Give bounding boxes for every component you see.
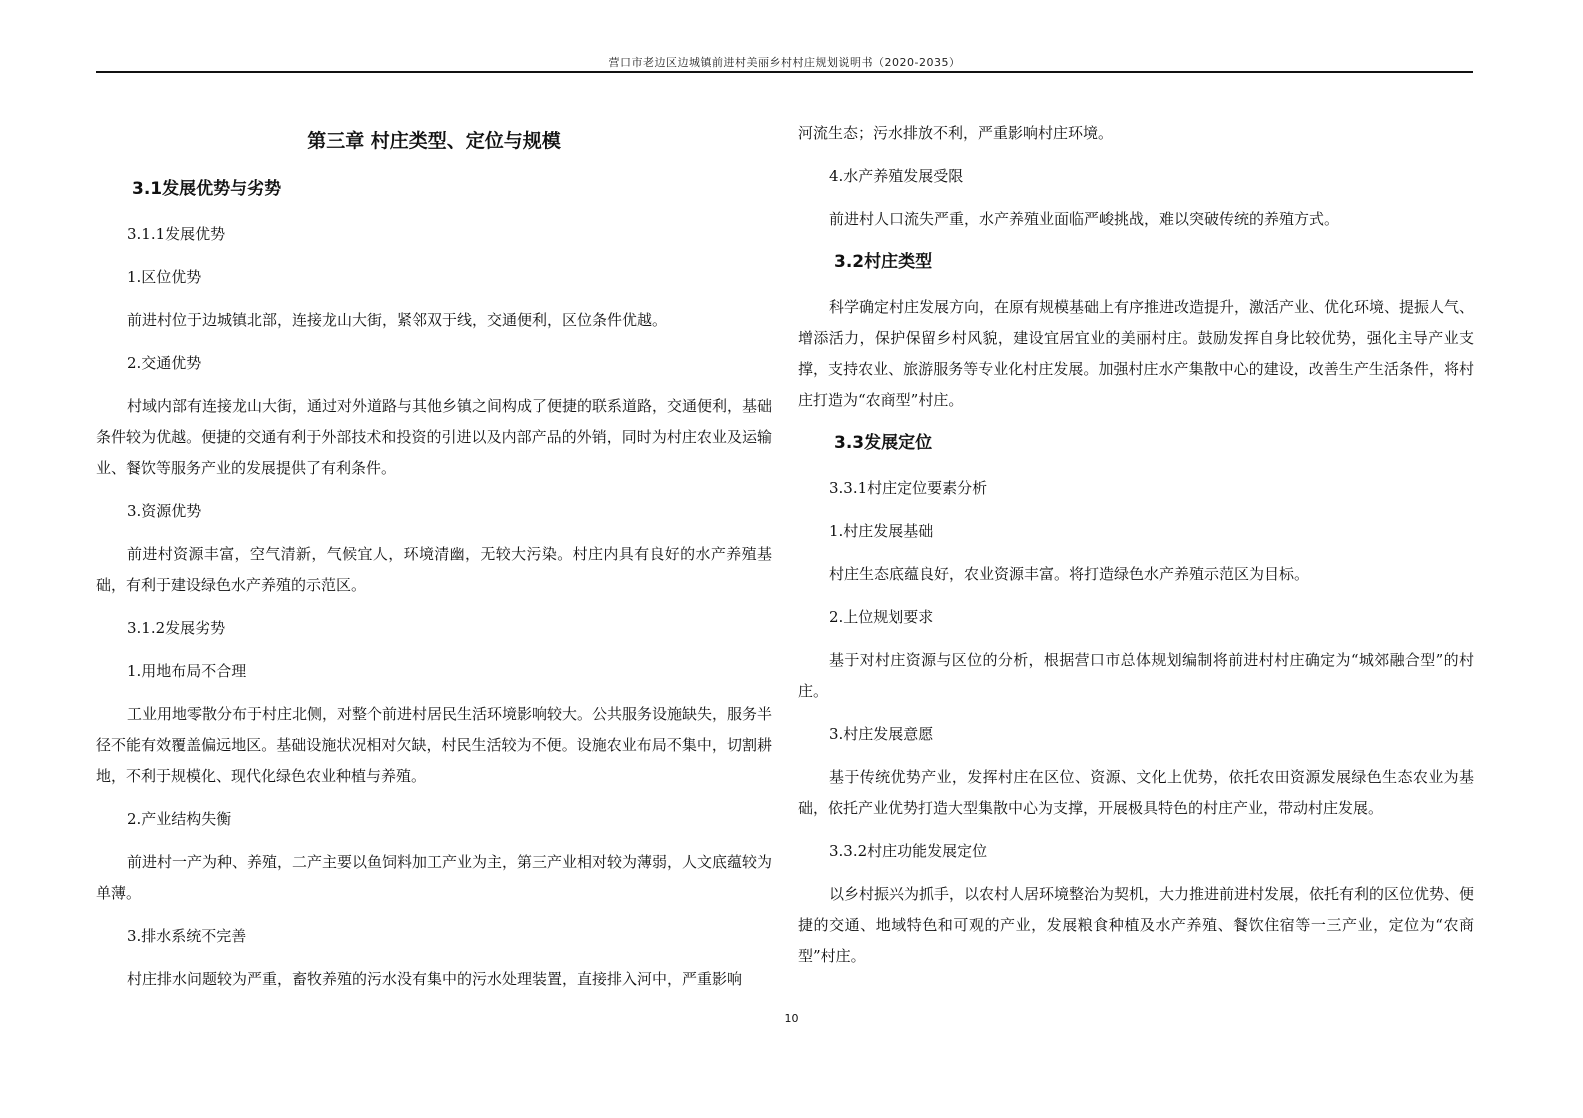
left-column xyxy=(96,118,772,1007)
paragraph-upper-plan: 基于对村庄资源与区位的分析，根据营口市总体规划编制将前进村村庄确定为“城郊融合型”的村庄。 xyxy=(798,651,1474,700)
paragraph-development-basis: 村庄生态底蕴良好，农业资源丰富。将打造绿色水产养殖示范区为目标。 xyxy=(829,565,1310,583)
item-traffic-advantage: 2.交通优势 xyxy=(127,354,202,372)
paragraph-aquaculture-limited: 前进村人口流失严重，水产养殖业面临严峻挑战，难以突破传统的养殖方式。 xyxy=(829,210,1340,228)
section-3-1-2-heading: 3.1.2发展劣势 xyxy=(127,619,226,637)
paragraph-village-type: 科学确定村庄发展方向，在原有规模基础上有序推进改造提升，激活产业、优化环境、提振人气、增添活力，保护保留乡村风貌，建设宜居宜业的美丽村庄。鼓励发挥自身比较优势，强化主导产业支撑，支持农业、旅游服务等专业化村庄发展。加强村庄水产集散中心的建设，改善生产生活条件，将村庄打造为“农商型”村庄。 xyxy=(798,298,1475,409)
section-3-2-heading: 3.2村庄类型 xyxy=(834,252,933,272)
paragraph-drainage-continued: 河流生态；污水排放不利，严重影响村庄环境。 xyxy=(798,124,1114,142)
paragraph-traffic-advantage: 村域内部有连接龙山大街，通过对外道路与其他乡镇之间构成了便捷的联系道路，交通便利，基础条件较为优越。便捷的交通有利于外部技术和投资的引进以及内部产品的外销，同时为村庄农业及运输业、餐饮等服务产业的发展提供了有利条件。 xyxy=(96,397,773,477)
item-upper-plan: 2.上位规划要求 xyxy=(829,608,934,626)
item-aquaculture-limited: 4.水产养殖发展受限 xyxy=(829,167,964,185)
item-location-advantage: 1.区位优势 xyxy=(127,268,202,286)
section-3-1-1-heading: 3.1.1发展优势 xyxy=(127,225,226,243)
item-industry-structure: 2.产业结构失衡 xyxy=(127,810,232,828)
item-development-will: 3.村庄发展意愿 xyxy=(829,725,934,743)
paragraph-development-will: 基于传统优势产业，发挥村庄在区位、资源、文化上优势，依托农田资源发展绿色生态农业为基础，依托产业优势打造大型集散中心为支撑，开展极具特色的村庄产业，带动村庄发展。 xyxy=(798,768,1474,817)
section-3-1-heading: 3.1发展优势与劣势 xyxy=(132,179,282,199)
section-3-3-heading: 3.3发展定位 xyxy=(834,433,933,453)
running-header: 营口市老边区边城镇前进村美丽乡村村庄规划说明书（2020-2035） xyxy=(608,56,961,69)
paragraph-land-use-layout: 工业用地零散分布于村庄北侧，对整个前进村居民生活环境影响较大。公共服务设施缺失，服务半径不能有效覆盖偏远地区。基础设施状况相对欠缺，村民生活较为不便。设施农业布局不集中，切割耕地，不利于规模化、现代化绿色农业种植与养殖。 xyxy=(96,705,773,785)
item-land-use-layout: 1.用地布局不合理 xyxy=(127,662,247,680)
section-3-3-2-heading: 3.3.2村庄功能发展定位 xyxy=(829,842,988,860)
item-drainage-system: 3.排水系统不完善 xyxy=(127,927,247,945)
paragraph-drainage-system: 村庄排水问题较为严重，畜牧养殖的污水没有集中的污水处理装置，直接排入河中，严重影响 xyxy=(127,970,743,988)
paragraph-location-advantage: 前进村位于边城镇北部，连接龙山大街，紧邻双于线，交通便利，区位条件优越。 xyxy=(127,311,668,329)
right-column xyxy=(798,118,1474,984)
paragraph-function-positioning: 以乡村振兴为抓手，以农村人居环境整治为契机，大力推进前进村发展，依托有利的区位优势、便捷的交通、地域特色和可观的产业，发展粮食种植及水产养殖、餐饮住宿等一三产业，定位为“农商型”村庄。 xyxy=(798,885,1475,965)
page-number: 10 xyxy=(784,1012,799,1025)
paragraph-industry-structure: 前进村一产为种、养殖，二产主要以鱼饲料加工产业为主，第三产业相对较为薄弱，人文底蕴较为单薄。 xyxy=(96,853,773,902)
chapter-title: 第三章 村庄类型、定位与规模 xyxy=(307,130,561,152)
section-3-3-1-heading: 3.3.1村庄定位要素分析 xyxy=(829,479,988,497)
paragraph-resource-advantage: 前进村资源丰富，空气清新，气候宜人，环境清幽，无较大污染。村庄内具有良好的水产养殖基础，有利于建设绿色水产养殖的示范区。 xyxy=(96,545,772,594)
item-development-basis: 1.村庄发展基础 xyxy=(829,522,934,540)
item-resource-advantage: 3.资源优势 xyxy=(127,502,202,520)
header-rule xyxy=(96,71,1473,73)
